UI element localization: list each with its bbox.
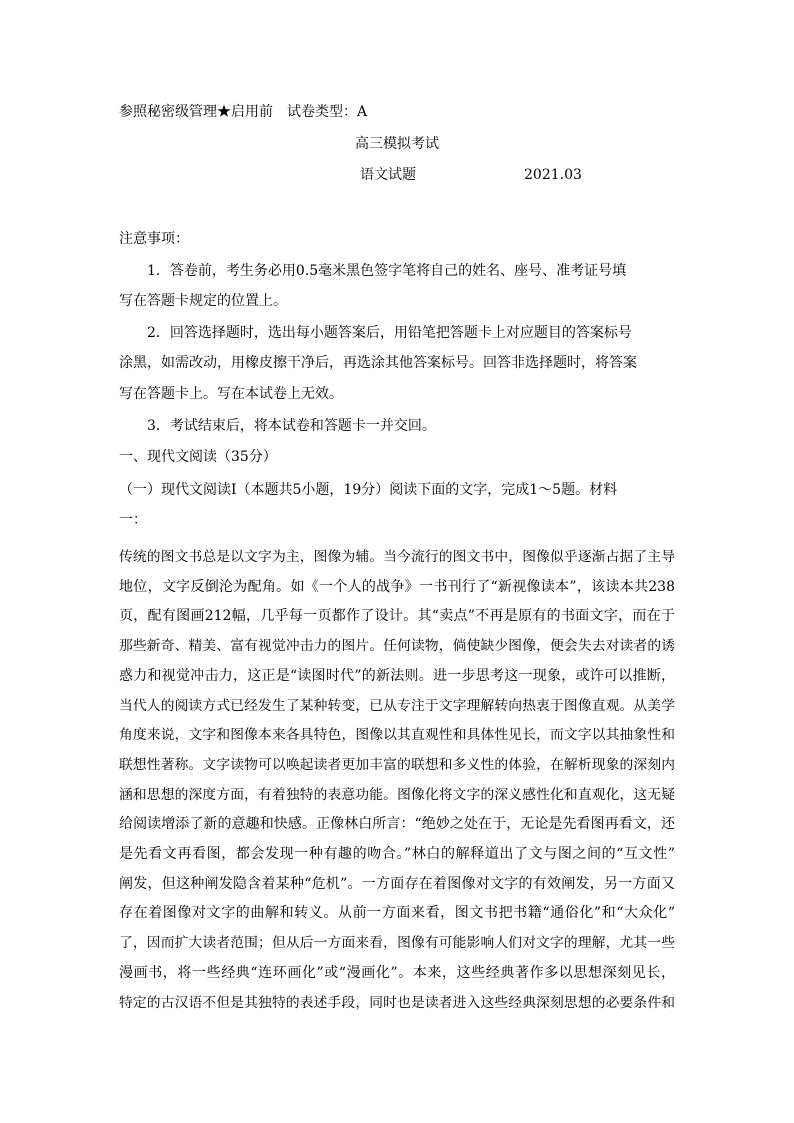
passage-line: 当代人的阅读方式已经发生了某种转变，已从专注于文字理解转向热衷于图像直观。从美学 <box>119 697 675 714</box>
passage-line: 了，因而扩大读者范围；但从后一方面来看，图像有可能影响人们对文字的理解，尤其一些 <box>119 935 675 952</box>
exam-title: 高三模拟考试 <box>355 136 439 152</box>
passage-line: 页，配有图画212幅，几乎每一页都作了设计。其“卖点”不再是原有的书面文字，而在于 <box>119 608 675 625</box>
note-item-2-line-3: 写在答题卡上。写在本试卷上无效。 <box>119 386 343 402</box>
note-item-2-line-2: 涂黑，如需改动，用橡皮擦干净后，再选涂其他答案标号。回答非选择题时，将答案 <box>119 355 637 371</box>
passage-line: 是先看文再看图，都会发现一种有趣的吻合。”林白的解释道出了文与图之间的“互文性” <box>119 846 675 863</box>
section-1-sub-line-1: （一）现代文阅读Ⅰ（本题共5小题，19分）阅读下面的文字，完成1～5题。材料 <box>119 482 618 498</box>
passage-line: 阐发，但这种阐发隐含着某种“危机”。一方面存在着图像对文字的有效阐发，另一方面又 <box>119 875 675 892</box>
passage-line: 存在着图像对文字的曲解和转义。从前一方面来看，图文书把书籍“通俗化”和“大众化” <box>119 905 675 922</box>
passage-line: 地位，文字反倒沦为配角。如《一个人的战争》一书刊行了“新视像读本”，该读本共238 <box>119 578 675 595</box>
passage-line: 漫画书，将一些经典“连环画化”或“漫画化”。本来，这些经典著作多以思想深刻见长， <box>119 964 675 981</box>
note-item-1-line-2: 写在答题卡规定的位置上。 <box>119 293 287 309</box>
passage-line: 角度来说，文字和图像本来各具特色，图像以其直观性和具体性见长，而文字以其抽象性和 <box>119 727 675 744</box>
classification-label: 参照秘密级管理★启用前 <box>119 104 273 120</box>
note-item-2-line-1: 2．回答选择题时，选出每小题答案后，用铅笔把答题卡上对应题目的答案标号 <box>147 325 632 341</box>
exam-date: 2021.03 <box>524 167 582 183</box>
note-item-3-line-1: 3．考试结束后，将本试卷和答题卡一并交回。 <box>147 418 436 434</box>
passage-line: 那些新奇、精美、富有视觉冲击力的图片。任何读物，倘使缺少图像，便会失去对读者的诱 <box>119 638 675 655</box>
note-item-1-line-1: 1．答卷前，考生务必用0.5毫米黑色签字笔将自己的姓名、座号、准考证号填 <box>147 263 627 279</box>
section-1-heading: 一、现代文阅读（35分） <box>119 449 277 465</box>
passage-line: 联想性著称。文字读物可以唤起读者更加丰富的联想和多义性的体验，在解析现象的深刻内 <box>119 756 675 773</box>
passage-line: 涵和思想的深度方面，有着独特的表意功能。图像化将文字的深义感性化和直观化，这无疑 <box>119 786 675 803</box>
subject-title: 语文试题 <box>360 167 416 183</box>
exam-page <box>119 0 675 1123</box>
passage-line: 传统的图文书总是以文字为主，图像为辅。当今流行的图文书中，图像似乎逐渐占据了主导 <box>119 549 675 565</box>
passage-line: 特定的古汉语不但是其独特的表述手段，同时也是读者进入这些经典深刻思想的必要条件和 <box>119 994 675 1011</box>
notes-heading: 注意事项： <box>119 231 189 247</box>
passage-line: 惑力和视觉冲击力，这正是“读图时代”的新法则。进一步思考这一现象，或许可以推断， <box>119 667 675 684</box>
header-classification-line <box>119 104 367 120</box>
section-1-sub-line-2: 一： <box>119 512 147 528</box>
passage-line: 给阅读增添了新的意趣和快感。正像林白所言：“绝妙之处在于，无论是先看图再看文，还 <box>119 816 675 833</box>
paper-type-label: 试卷类型：A <box>287 104 368 120</box>
reading-passage <box>119 543 675 1018</box>
